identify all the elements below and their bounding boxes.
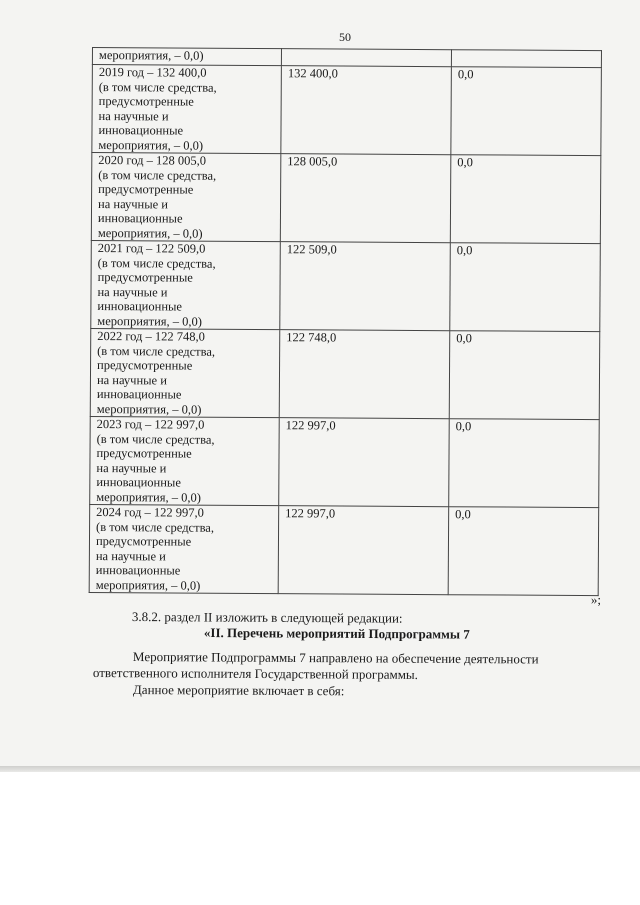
cell-text-line: 2023 год – 122 997,0 — [96, 417, 205, 432]
cell-text-line: (в том числе средства, — [96, 431, 215, 447]
table-cell-other: 0,0 — [450, 155, 601, 244]
cell-text-line: на научные и — [95, 548, 166, 563]
cell-text-line: на научные и — [98, 108, 169, 123]
table-cell-total: 122 509,0 — [280, 242, 451, 331]
table-cell-other: 0,0 — [449, 331, 600, 420]
page-edge-shadow — [0, 766, 640, 772]
table-cell-total: 122 748,0 — [279, 330, 450, 419]
cell-text-line: инновационные — [97, 211, 183, 226]
cell-text-line: 2020 год – 128 005,0 — [98, 153, 207, 168]
funding-table — [89, 47, 602, 596]
cell-text-line: предусмотренные — [98, 94, 194, 109]
table-cell-description: мероприятия, – 0,0) — [92, 48, 281, 66]
table-cell-other — [451, 50, 601, 68]
cell-text-line: на научные и — [96, 460, 167, 475]
cell-text-line: мероприятия, – 0,0) — [95, 577, 201, 593]
table-cell-other: 0,0 — [449, 419, 600, 508]
cell-text-line: на научные и — [97, 284, 168, 299]
table-cell-total: 128 005,0 — [280, 154, 451, 243]
table-cell-total: 122 997,0 — [279, 418, 450, 507]
cell-text-line: предусмотренные — [96, 446, 192, 461]
paragraph-line: Мероприятие Подпрограммы 7 направлено на обеспечение деятельности — [132, 649, 539, 667]
cell-text-line: (в том числе средства, — [96, 519, 215, 535]
cell-text-line: предусмотренные — [98, 182, 194, 197]
cell-text-line: инновационные — [96, 387, 182, 402]
cell-text-line: (в том числе средства, — [97, 255, 216, 271]
cell-text-line: 2019 год – 132 400,0 — [98, 65, 207, 80]
cell-text-line: мероприятия, – 0,0) — [97, 225, 203, 241]
page-number: 50 — [339, 30, 351, 44]
cell-text-line: инновационные — [97, 299, 183, 314]
table-row — [90, 328, 600, 419]
table-cell-total: 122 997,0 — [278, 506, 449, 595]
closing-quote-mark: »; — [590, 592, 602, 608]
table-cell-total — [281, 49, 451, 67]
cell-text-line: предусмотренные — [95, 534, 192, 549]
cell-text-line: 2024 год – 122 997,0 — [96, 505, 204, 520]
table-row — [92, 65, 602, 156]
table-row — [90, 416, 600, 507]
table-cell-other: 0,0 — [448, 507, 599, 596]
cell-text-line: мероприятия, – 0,0) — [96, 489, 201, 505]
table-cell-description — [92, 65, 282, 154]
table-cell-description — [91, 240, 281, 329]
cell-text-line: инновационные — [98, 123, 184, 138]
cell-text-line: 2022 год – 122 748,0 — [97, 329, 205, 344]
table-cell-other: 0,0 — [450, 243, 601, 332]
cell-text-line: мероприятия, – 0,0) — [98, 137, 204, 153]
cell-text-line: мероприятия, – 0,0) — [96, 401, 202, 417]
cell-text-line: (в том числе средства, — [98, 167, 217, 183]
cell-text-line: на научные и — [96, 372, 167, 387]
cell-text-line: инновационные — [95, 563, 181, 578]
table-cell-description — [89, 504, 279, 593]
cell-text-line: мероприятия, – 0,0) — [97, 313, 203, 329]
table-cell-description — [90, 416, 280, 505]
cell-text-line: предусмотренные — [97, 270, 193, 285]
amendment-instruction: 3.8.2. раздел II изложить в следующей редакции: — [131, 609, 403, 626]
cell-text-line: предусмотренные — [97, 358, 193, 373]
table-row — [89, 504, 599, 595]
section-heading: «II. Перечень мероприятий Подпрограммы 7 — [203, 625, 470, 642]
cell-text-line: (в том числе средства, — [97, 343, 216, 359]
table-row — [91, 240, 601, 331]
cell-text-line: 2021 год – 122 509,0 — [97, 241, 206, 256]
table-row — [91, 153, 601, 244]
paragraph-line: Данное мероприятие включает в себя: — [132, 682, 345, 699]
cell-text-line: инновационные — [96, 475, 181, 490]
table-cell-description — [91, 153, 281, 242]
cell-text-line: (в том числе средства, — [98, 79, 217, 95]
cell-text-line: на научные и — [98, 196, 169, 211]
table-cell-total: 132 400,0 — [281, 66, 452, 155]
table-cell-description — [90, 328, 280, 417]
paragraph-line: ответственного исполнителя Государственной программы. — [92, 665, 418, 682]
table-cell-other: 0,0 — [451, 67, 602, 156]
